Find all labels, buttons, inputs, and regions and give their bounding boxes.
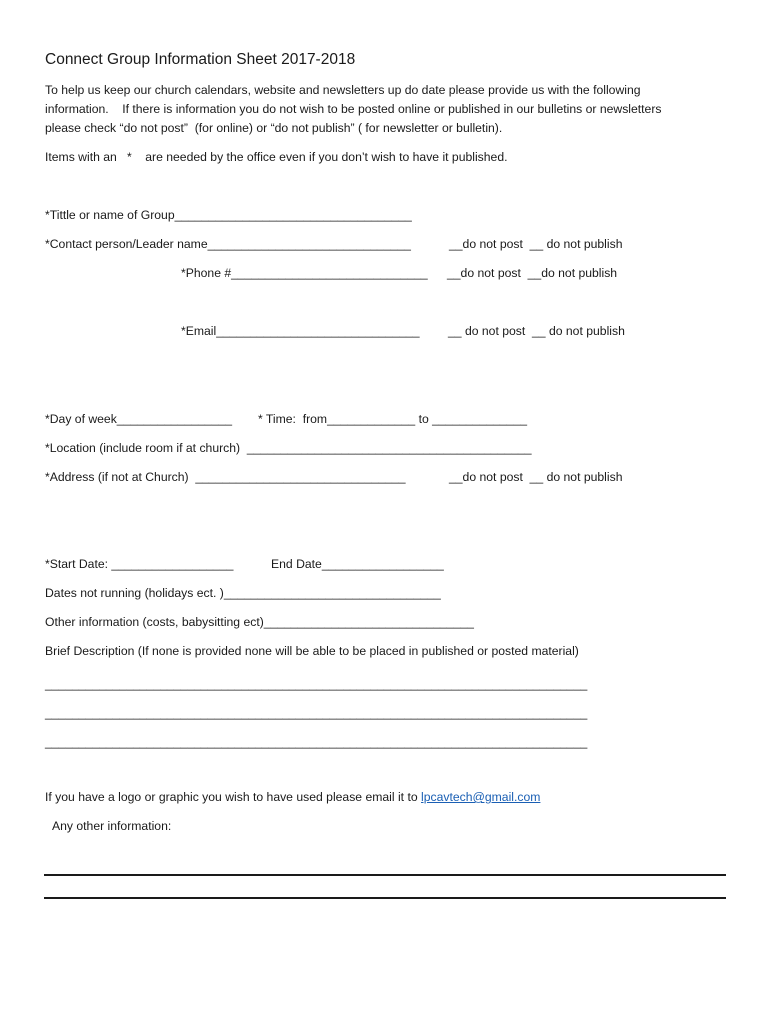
intro-line-3: please check “do not post” (for online) or “do not publish” ( for newsletter or bulletin). [45, 121, 503, 135]
brief-description-label: Brief Description (If none is provided none will be able to be placed in published or posted material) [45, 644, 579, 658]
other-information-field[interactable]: Other information (costs, babysitting ect)_______________________________ [45, 615, 474, 629]
logo-note [45, 790, 540, 804]
email-link[interactable]: lpcavtech@gmail.com [421, 790, 541, 804]
required-note: Items with an * are needed by the office even if you don’t wish to have it published. [45, 150, 508, 164]
answer-rule-1 [44, 874, 726, 876]
any-other-information-label: Any other information: [52, 819, 172, 833]
day-of-week-field[interactable]: *Day of week_________________ [45, 412, 233, 426]
location-field[interactable]: *Location (include room if at church) __________________________________________ [45, 441, 532, 455]
dates-not-running-field[interactable]: Dates not running (holidays ect. )________________________________ [45, 586, 441, 600]
address-field[interactable]: *Address (if not at Church) _______________________________ [45, 470, 406, 484]
description-line-2[interactable]: ________________________________________________________________________________ [45, 706, 588, 720]
address-privacy-options[interactable]: __do not post __ do not publish [449, 470, 623, 484]
time-field[interactable]: * Time: from_____________ to ______________ [258, 412, 528, 426]
description-line-3[interactable]: ________________________________________________________________________________ [45, 735, 588, 749]
email-privacy-options[interactable]: __ do not post __ do not publish [448, 324, 625, 338]
description-line-1[interactable]: ________________________________________________________________________________ [45, 677, 588, 691]
intro-line-2: information. If there is information you do not wish to be posted online or published in our bulletins or newsletters [45, 102, 662, 116]
start-date-field[interactable]: *Start Date: __________________ [45, 557, 234, 571]
answer-rule-2 [44, 897, 726, 899]
phone-field[interactable]: *Phone #_____________________________ [181, 266, 428, 280]
end-date-field[interactable]: End Date__________________ [271, 557, 444, 571]
contact-privacy-options[interactable]: __do not post __ do not publish [449, 237, 623, 251]
group-name-field[interactable]: *Tittle or name of Group___________________________________ [45, 208, 412, 222]
logo-note-text: If you have a logo or graphic you wish to have used please email it to [45, 790, 422, 804]
intro-line-1: To help us keep our church calendars, website and newsletters up do date please provide us with the following [45, 83, 641, 97]
phone-privacy-options[interactable]: __do not post __do not publish [447, 266, 618, 280]
contact-person-field[interactable]: *Contact person/Leader name______________________________ [45, 237, 411, 251]
email-field[interactable]: *Email______________________________ [181, 324, 420, 338]
page-title: Connect Group Information Sheet 2017-2018 [45, 51, 356, 68]
